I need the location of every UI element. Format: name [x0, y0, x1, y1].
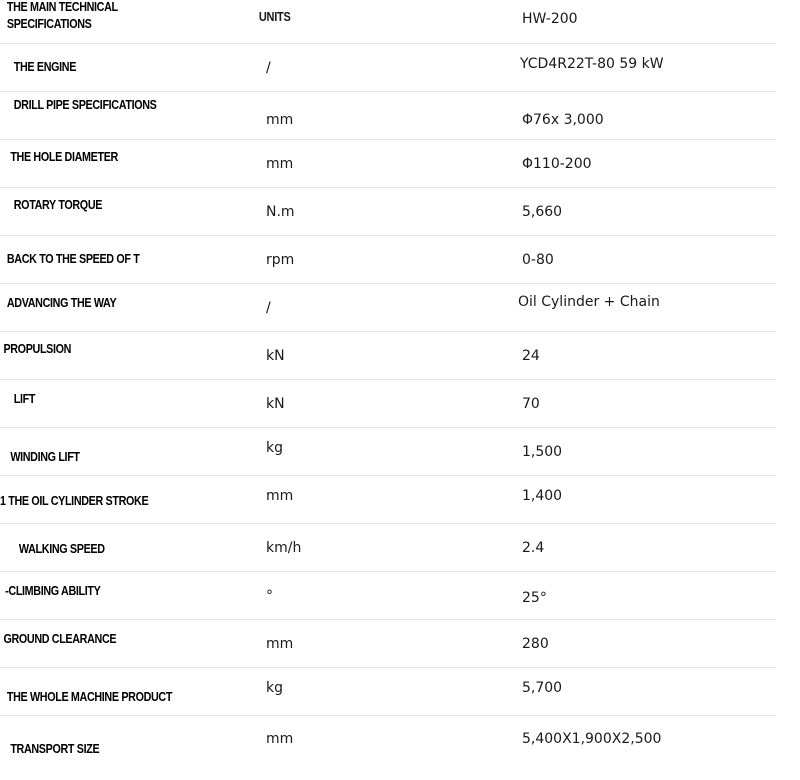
header-name-cell	[0, 0, 258, 44]
spec-value: 70	[522, 395, 540, 412]
table-row	[0, 572, 776, 620]
header-model-label: HW-200	[522, 10, 578, 27]
header-unit-label: UNITS	[258, 9, 291, 24]
table-row	[0, 716, 776, 767]
spec-unit: kg	[266, 679, 283, 696]
spec-unit: mm	[266, 111, 294, 128]
spec-name: WINDING LIFT	[10, 450, 80, 465]
table-row	[0, 44, 776, 92]
spec-value: 2.4	[522, 539, 545, 556]
table-row	[0, 476, 776, 524]
spec-unit: km/h	[266, 539, 302, 556]
spec-name: DRILL PIPE SPECIFICATIONS	[13, 98, 157, 113]
table-row	[0, 332, 776, 380]
spec-unit: /	[266, 59, 271, 76]
spec-name: ADVANCING THE WAY	[6, 296, 117, 311]
spec-name: 1 THE OIL CYLINDER STROKE	[0, 494, 149, 509]
table-row	[0, 620, 776, 668]
table-row	[0, 140, 776, 188]
spec-unit: kg	[266, 439, 283, 456]
table-header-row	[0, 0, 776, 44]
spec-unit: rpm	[266, 251, 295, 268]
header-value-cell	[510, 0, 776, 44]
spec-unit: mm	[266, 731, 294, 747]
table-row	[0, 188, 776, 236]
spec-unit: mm	[266, 155, 294, 172]
spec-unit: mm	[266, 635, 294, 652]
spec-name: THE HOLE DIAMETER	[10, 150, 118, 165]
spec-value: 25°	[522, 589, 547, 606]
spec-value: 5,400X1,900X2,500	[522, 731, 662, 747]
spec-value: Φ76x 3,000	[522, 111, 604, 128]
spec-unit: mm	[266, 487, 294, 504]
spec-name: BACK TO THE SPEED OF T	[6, 252, 140, 267]
spec-unit: kN	[266, 395, 285, 412]
table-row	[0, 524, 776, 572]
spec-value: 5,700	[522, 679, 563, 696]
spec-value: 1,400	[522, 487, 563, 504]
spec-unit: kN	[266, 347, 285, 364]
table-row	[0, 428, 776, 476]
spec-name: THE WHOLE MACHINE PRODUCT	[6, 690, 173, 705]
spec-name: WALKING SPEED	[18, 542, 105, 557]
spec-name: ROTARY TORQUE	[13, 198, 103, 213]
spec-name: -CLIMBING ABILITY	[5, 584, 101, 599]
spec-unit: /	[266, 299, 271, 316]
header-unit-cell	[258, 0, 510, 44]
spec-unit: °	[266, 587, 273, 604]
spec-name: THE ENGINE	[13, 60, 77, 75]
spec-value: Φ110-200	[522, 155, 592, 172]
table-row	[0, 668, 776, 716]
spec-name: PROPULSION	[3, 342, 72, 357]
spec-value: 24	[522, 347, 540, 364]
spec-value: Oil Cylinder + Chain	[518, 293, 660, 310]
spec-name: LIFT	[13, 392, 36, 407]
spec-value: 280	[522, 635, 549, 652]
spec-value: 0-80	[522, 251, 554, 268]
spec-value: 5,660	[522, 203, 563, 220]
spec-name: GROUND CLEARANCE	[3, 632, 117, 647]
table-row	[0, 236, 776, 284]
spec-value: YCD4R22T-80 59 kW	[520, 55, 664, 72]
table-row	[0, 284, 776, 332]
table-row	[0, 92, 776, 140]
spec-value: 1,500	[522, 443, 563, 460]
spec-name: TRANSPORT SIZE	[10, 741, 100, 756]
table-row	[0, 380, 776, 428]
header-name-label: THE MAIN TECHNICAL SPECIFICATIONS	[6, 0, 118, 31]
spec-unit: N.m	[266, 203, 295, 220]
